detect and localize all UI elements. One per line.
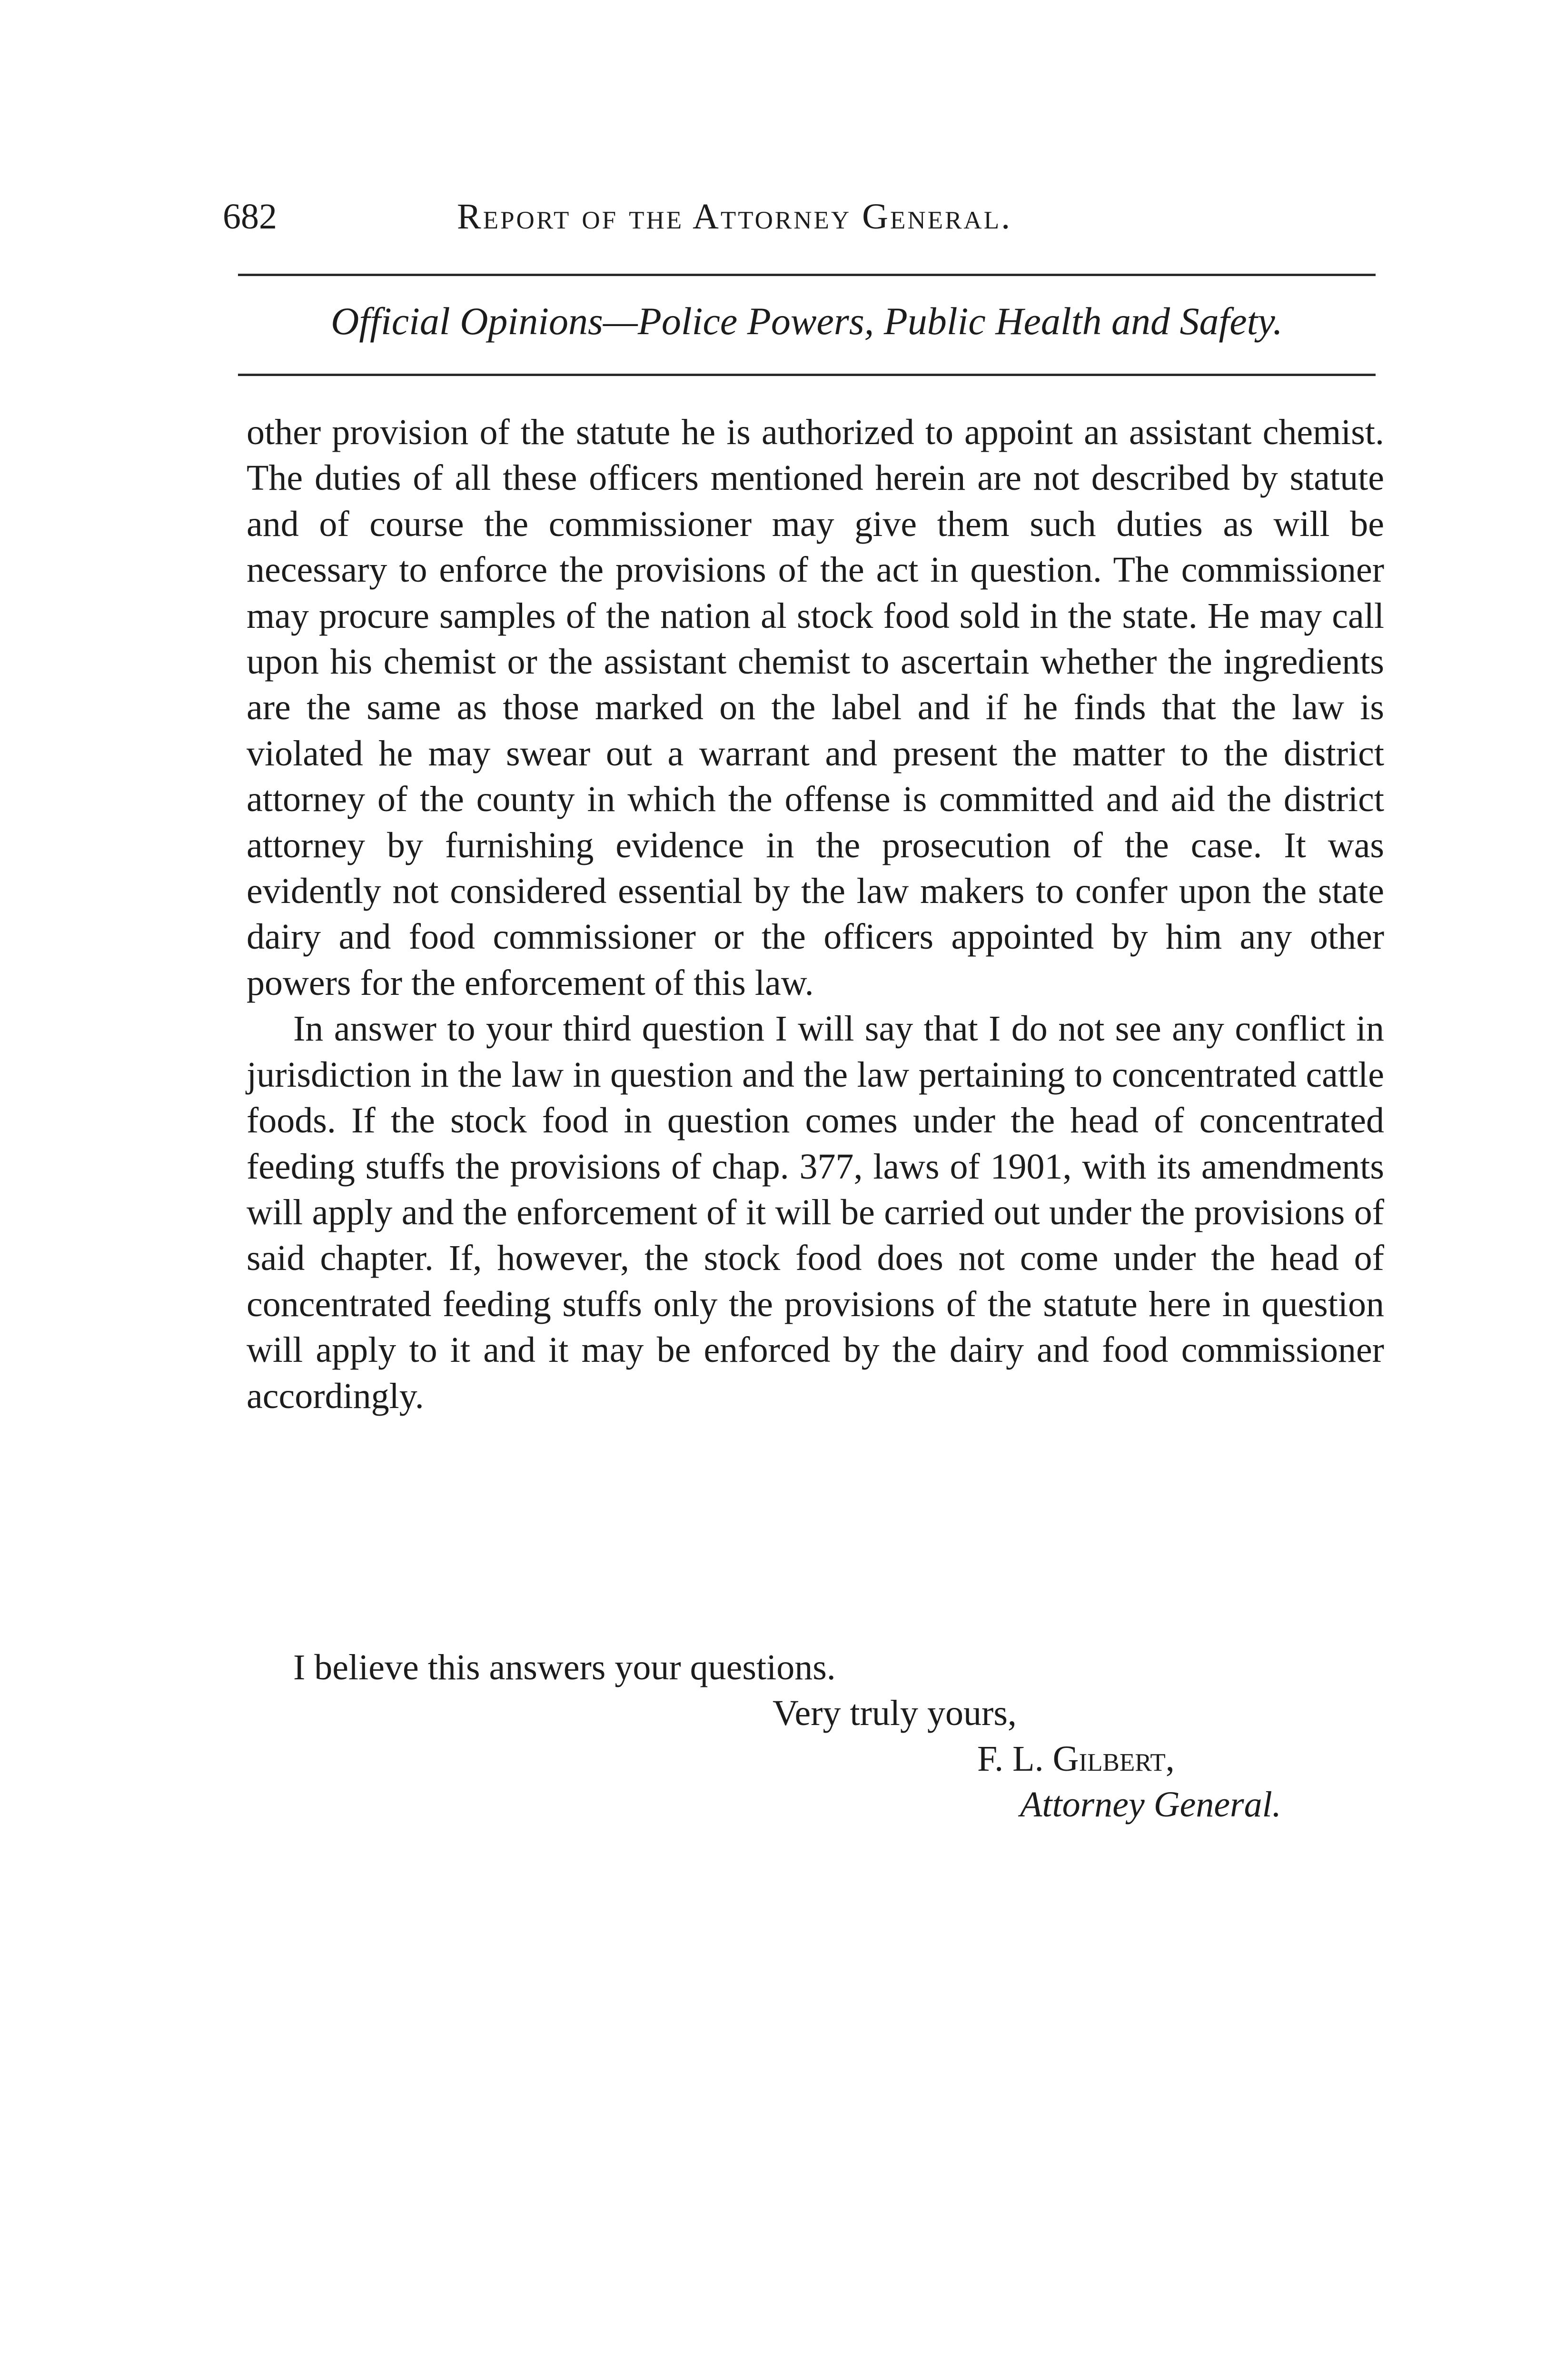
signer-title: Attorney General. [1020, 1785, 1281, 1825]
salutation: Very truly yours, [773, 1693, 1017, 1733]
paragraph-2: In answer to your third question I will say that I do not see any conflict in jurisdiction in the law in question and the law pertaining to concentrated cattle foods. If the stock food in question comes under the head of concentrated feeding stuffs the provisions of chap. 377, laws of 1901, with its amendments will apply and the enforcement of it will be carried out under the provisions of said chapter. If, however, the stock food does not come under the head of concentrated feeding stuffs only the provisions of the statute here in question will apply to it and it may be enforced by the dairy and food commissioner accordingly. [247, 1009, 1384, 1416]
header-rule-top [238, 274, 1376, 276]
header-rule-bottom [238, 374, 1376, 376]
paragraph-1: other provision of the statute he is authorized to appoint an assistant chemist. The duties of all these officers mentioned herein are not described by statute and of course the commissioner may give them such duties as will be necessary to enforce the provisions of the act in question. The commissioner may procure samples of the nation al stock food sold in the state. He may call upon his chemist or the assistant chemist to ascertain whether the ingredients are the same as those marked on the label and if he finds that the law is violated he may swear out a warrant and present the matter to the district attorney of the county in which the offense is committed and aid the district attorney by furnishing evidence in the prosecution of the case. It was evidently not considered essential by the law makers to confer upon the state dairy and food commissioner or the officers appointed by him any other powers for the enforcement of this law. [247, 412, 1384, 1003]
body-text [247, 409, 1384, 1419]
closing-line: I believe this answers your questions. [293, 1647, 836, 1687]
signer-name: F. L. Gilbert, [977, 1739, 1175, 1779]
running-title: Report of the Attorney General. [457, 197, 1012, 237]
section-title: Official Opinions—Police Powers, Public Health and Safety. [331, 299, 1283, 343]
page-number: 682 [223, 197, 277, 237]
running-head [0, 193, 1546, 250]
